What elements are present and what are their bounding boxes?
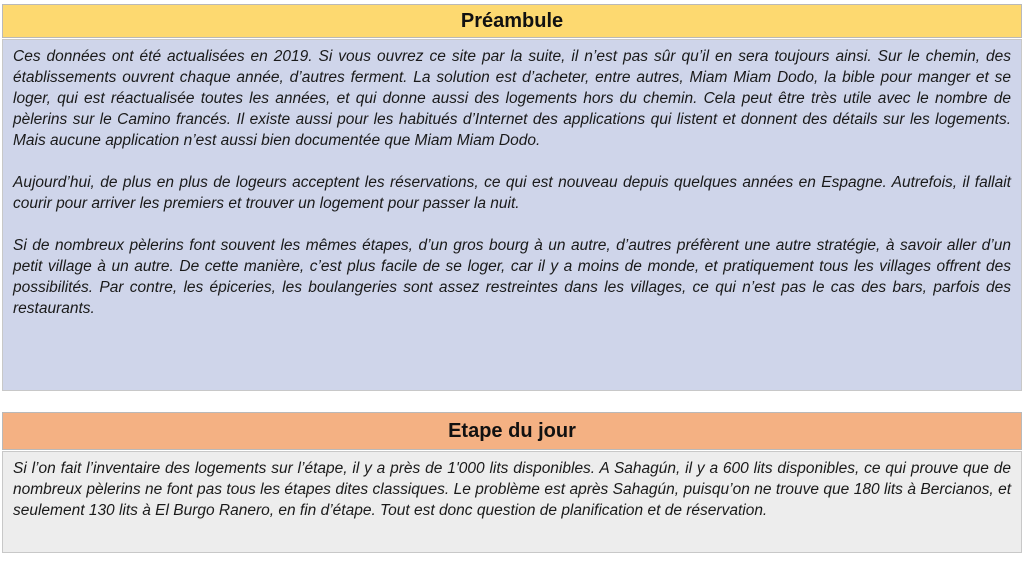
etape-title: Etape du jour (2, 412, 1022, 450)
preambule-paragraph-3: Si de nombreux pèlerins font souvent les mêmes étapes, d’un gros bourg à un autre, d’autres préfèrent une autre stratégie, à savoir aller d’un petit village à un autre. De cette manière, c’est plus facile de se loger, car il y a moins de monde, et pratiquement tous les villages offrent des possibilités. Par contre, les épiceries, les boulangeries sont assez restreintes dans les villages, ce qui n’est pas le cas des bars, parfois des restaurants. (13, 237, 1011, 317)
preambule-section (2, 39, 1022, 391)
preambule-paragraph-1: Ces données ont été actualisées en 2019. Si vous ouvrez ce site par la suite, il n’est pas sûr qu’il en sera toujours ainsi. Sur le chemin, des établissements ouvrent chaque année, d’autres ferment. La solution est d’acheter, entre autres, Miam Miam Dodo, la bible pour manger et se loger, qui est réactualisée toutes les années, et qui donne aussi des logements hors du chemin. Cela peut être très utile avec le nombre de pèlerins sur le Camino francés. Il existe aussi pour les habitués d’Internet des applications qui listent et donnent des détails sur les logements. Mais aucune application n’est aussi bien documentée que Miam Miam Dodo. (13, 48, 1011, 149)
preambule-title: Préambule (2, 4, 1022, 38)
etape-section (2, 451, 1022, 553)
preambule-paragraph-2: Aujourd’hui, de plus en plus de logeurs acceptent les réservations, ce qui est nouveau depuis quelques années en Espagne. Autrefois, il fallait courir pour arriver les premiers et trouver un logement pour passer la nuit. (13, 174, 1011, 212)
etape-paragraph-1: Si l’on fait l’inventaire des logements sur l’étape, il y a près de 1'000 lits disponibles. A Sahagún, il y a 600 lits disponibles, ce qui prouve que de nombreux pèlerins ne font pas tous les étapes dites classiques. Le problème est après Sahagún, puisqu’on ne trouve que 180 lits à Bercianos, et seulement 130 lits à El Burgo Ranero, en fin d’étape. Tout est donc question de planification et de réservation. (13, 460, 1011, 519)
